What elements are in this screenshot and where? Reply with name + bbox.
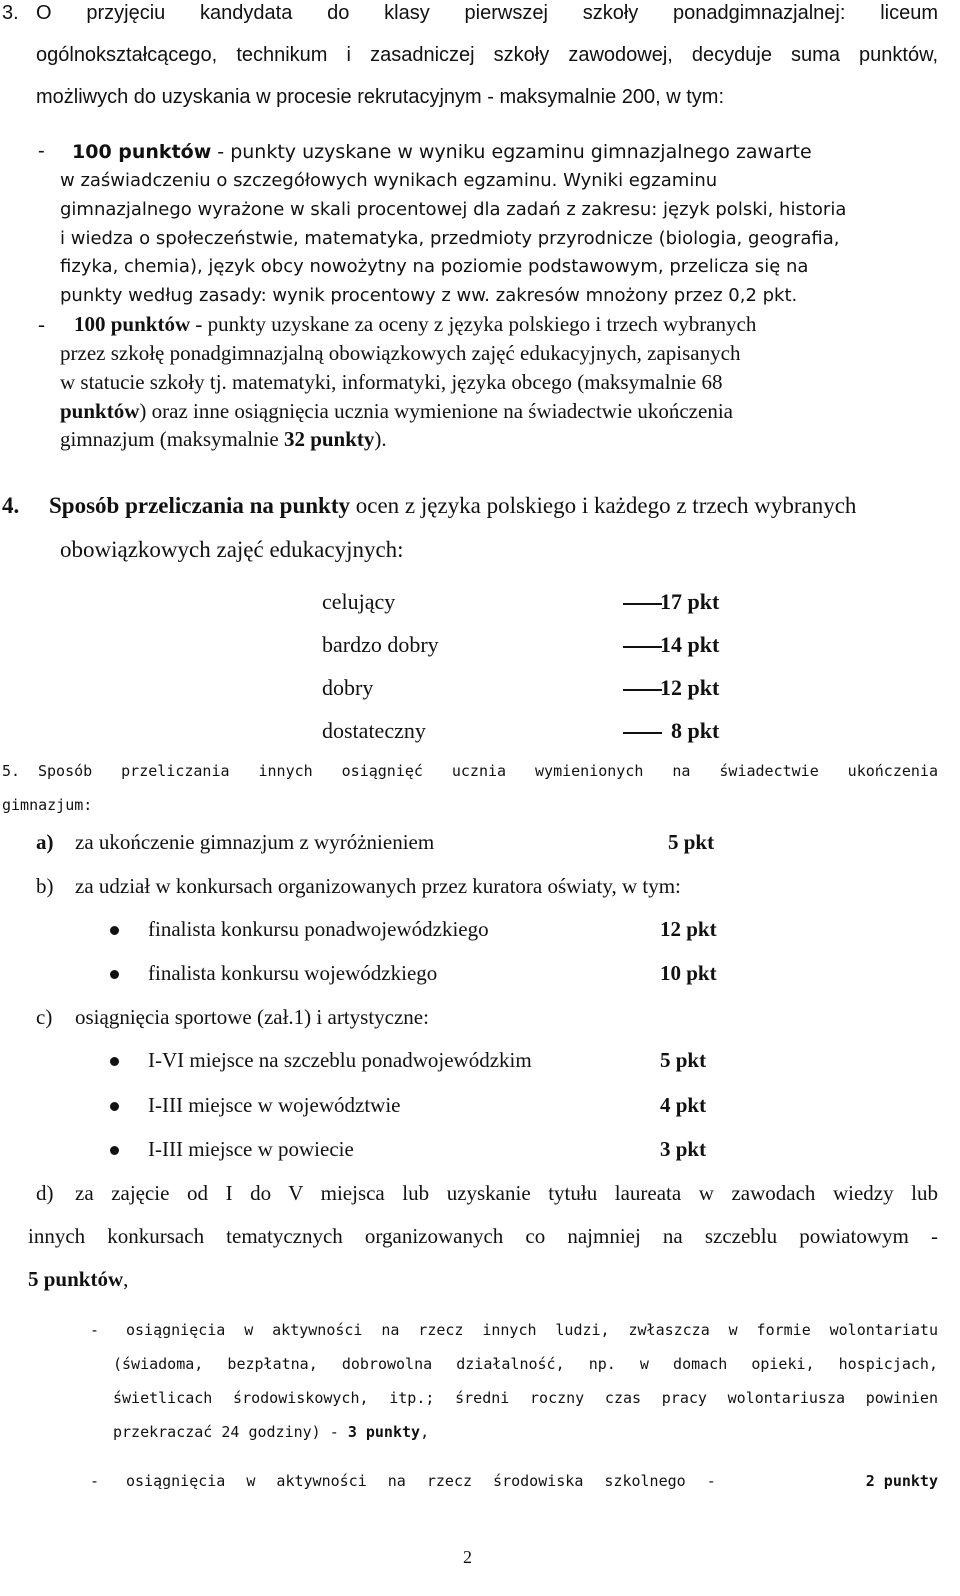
section-4-title-bold: Sposób przeliczania na punkty xyxy=(49,493,350,518)
grade-dash-3 xyxy=(623,689,662,691)
school-activity-line xyxy=(126,1472,938,1490)
section-4-title-line-2: obowiązkowych zajęć edukacyjnych: xyxy=(60,537,404,562)
item-a-label: a) xyxy=(36,830,54,854)
item-c-label: c) xyxy=(36,1005,53,1029)
bullet-2-line-5 xyxy=(60,427,387,452)
grade-points-1-unit: pkt xyxy=(687,589,720,614)
volunteer-line-1: osiągnięcia w aktywności na rzecz innych ludzi, zwłaszcza w formie wolontariatu xyxy=(126,1321,938,1339)
grade-name-4: dostateczny xyxy=(322,718,426,743)
grade-dash-1 xyxy=(623,603,662,605)
item-c-text: osiągnięcia sportowe (zał.1) i artystyczne: xyxy=(75,1005,429,1029)
bullet-1-line-2b: Wyniki egzaminu xyxy=(557,170,718,191)
item-c-sub-3-points: 3 pkt xyxy=(660,1137,707,1161)
bullet-1-text: - punkty uzyskane w wyniku egzaminu gimnazjalnego zawarte xyxy=(211,141,812,163)
item-b-label: b) xyxy=(36,874,54,898)
item-c-sub-2-text: I-III miejsce w województwie xyxy=(148,1093,401,1117)
volunteer-line-4 xyxy=(113,1423,429,1441)
bullet-1-line-2a: w zaświadczeniu o szczegółowych wynikach egzaminu. xyxy=(60,170,558,191)
item-a-text: za ukończenie gimnazjum z wyróżnieniem xyxy=(75,830,435,854)
school-activity-dash: - xyxy=(90,1472,100,1490)
item-d-line-3 xyxy=(28,1267,128,1292)
item-d-line-2: innych konkursach tematycznych organizowanych co najmniej na szczeblu powiatowym - xyxy=(28,1224,938,1248)
grade-points-3-unit: pkt xyxy=(687,675,720,700)
bullet-2-text: - punkty uzyskane za oceny z języka polskiego i trzech wybranych xyxy=(190,312,757,336)
grade-points-1 xyxy=(660,589,719,615)
item-b-sub-2-points: 10 pkt xyxy=(660,961,717,985)
section-4-number: 4. xyxy=(2,493,20,518)
bullet-2-line-4-bold: punktów xyxy=(60,399,140,423)
item-d-points: 5 punktów xyxy=(28,1267,124,1291)
bullet-dot-icon xyxy=(110,1102,119,1111)
grade-dash-4 xyxy=(623,732,662,734)
grade-points-2-value: 14 xyxy=(660,632,682,657)
grade-points-4-unit: pkt xyxy=(687,718,720,743)
grade-name-1: celujący xyxy=(322,589,396,614)
grade-points-4 xyxy=(671,718,719,744)
item-b-sub-2-text: finalista konkursu wojewódzkiego xyxy=(148,961,438,985)
section-5-number: 5. xyxy=(2,762,21,780)
volunteer-line-4b: , xyxy=(420,1423,430,1441)
grade-name-3: dobry xyxy=(322,675,374,700)
grade-points-4-value: 8 xyxy=(671,718,682,743)
bullet-2-line-4-rest: ) oraz inne osiągnięcia ucznia wymienione na świadectwie ukończenia xyxy=(139,399,733,423)
section-3-number: 3. xyxy=(2,2,19,24)
item-b-text: za udział w konkursach organizowanych przez kuratora oświaty, w tym: xyxy=(75,874,681,898)
school-activity-points: 2 punkty xyxy=(865,1472,938,1490)
bullet-1-line-1 xyxy=(72,141,812,163)
bullet-dot-icon xyxy=(110,926,119,935)
bullet-2-line-5b: ). xyxy=(374,427,387,451)
item-c-sub-3-text: I-III miejsce w powiecie xyxy=(148,1137,354,1161)
grade-points-2-unit: pkt xyxy=(687,632,720,657)
section-3-intro-line-3: możliwych do uzyskania w procesie rekrutacyjnym - maksymalnie 200, w tym: xyxy=(36,86,724,108)
bullet-1-line-4: i wiedza o społeczeństwie, matematyka, przedmioty przyrodnicze (biologia, geografia, xyxy=(60,228,840,249)
bullet-2-line-3: w statucie szkoły tj. matematyki, informatyki, języka obcego (maksymalnie 68 xyxy=(60,370,723,394)
item-c-sub-1-points: 5 pkt xyxy=(660,1048,707,1072)
bullet-2-line-4 xyxy=(60,399,733,424)
bullet-2-points: 100 punktów xyxy=(74,312,191,336)
bullet-dot-icon xyxy=(110,970,119,979)
grade-points-1-value: 17 xyxy=(660,589,682,614)
bullet-1-points: 100 punktów xyxy=(72,141,212,163)
item-c-sub-2-points: 4 pkt xyxy=(660,1093,707,1117)
bullet-1-line-3: gimnazjalnego wyrażone w skali procentowej dla zadań z zakresu: język polski, historia xyxy=(60,199,847,220)
bullet-1-line-2 xyxy=(60,170,717,191)
grade-points-3-value: 12 xyxy=(660,675,682,700)
volunteer-line-3: świetlicach środowiskowych, itp.; średni roczny czas pracy wolontariusza powinien xyxy=(113,1389,938,1407)
section-5-title-line-2: gimnazjum: xyxy=(2,796,93,814)
section-3-intro-line-1: O przyjęciu kandydata do klasy pierwszej szkoły ponadgimnazjalnej: liceum xyxy=(36,2,938,24)
page-number: 2 xyxy=(463,1547,472,1567)
volunteer-line-4a: przekraczać 24 godziny) - xyxy=(113,1423,348,1441)
bullet-2-line-5a: gimnazjum (maksymalnie xyxy=(60,427,284,451)
item-a-points: 5 pkt xyxy=(668,830,715,854)
item-d-line-1: za zajęcie od I do V miejsca lub uzyskanie tytułu laureata w zawodach wiedzy lub xyxy=(75,1181,938,1205)
bullet-dot-icon xyxy=(110,1146,119,1155)
item-b-sub-1-text: finalista konkursu ponadwojewódzkiego xyxy=(148,917,489,941)
bullet-dot-icon xyxy=(110,1057,119,1066)
section-3-intro-line-2: ogólnokształcącego, technikum i zasadniczej szkoły zawodowej, decyduje suma punktów, xyxy=(36,44,938,66)
item-d-line-3-rest: , xyxy=(123,1267,129,1291)
bullet-2-line-1 xyxy=(74,312,756,337)
section-4-title-rest: ocen z języka polskiego i każdego z trzech wybranych xyxy=(350,493,857,518)
volunteer-line-2: (świadoma, bezpłatna, dobrowolna działalność, np. w domach opieki, hospicjach, xyxy=(113,1355,938,1373)
grade-name-2: bardzo dobry xyxy=(322,632,439,657)
volunteer-dash: - xyxy=(90,1321,100,1339)
bullet-1-dash: - xyxy=(38,140,45,162)
item-d-label: d) xyxy=(36,1181,54,1205)
section-5-title-line-1: Sposób przeliczania innych osiągnięć ucznia wymienionych na świadectwie ukończenia xyxy=(38,762,938,780)
grade-points-2 xyxy=(660,632,719,658)
grade-dash-2 xyxy=(623,646,662,648)
item-b-sub-1-points: 12 pkt xyxy=(660,917,717,941)
bullet-2-line-5-bold: 32 punkty xyxy=(283,427,375,451)
bullet-2-line-2: przez szkołę ponadgimnazjalną obowiązkowych zajęć edukacyjnych, zapisanych xyxy=(60,341,741,365)
bullet-2-dash: - xyxy=(38,312,45,336)
grade-points-3 xyxy=(660,675,719,701)
school-activity-text: osiągnięcia w aktywności na rzecz środowiska szkolnego - xyxy=(126,1472,716,1490)
bullet-1-line-5: fizyka, chemia), język obcy nowożytny na poziomie podstawowym, przelicza się na xyxy=(60,256,809,277)
item-c-sub-1-text: I-VI miejsce na szczeblu ponadwojewódzkim xyxy=(148,1048,532,1072)
bullet-1-line-6: punkty według zasady: wynik procentowy z ww. zakresów mnożony przez 0,2 pkt. xyxy=(60,285,798,306)
volunteer-points: 3 punkty xyxy=(347,1423,421,1441)
section-4-title-line-1 xyxy=(49,493,856,519)
